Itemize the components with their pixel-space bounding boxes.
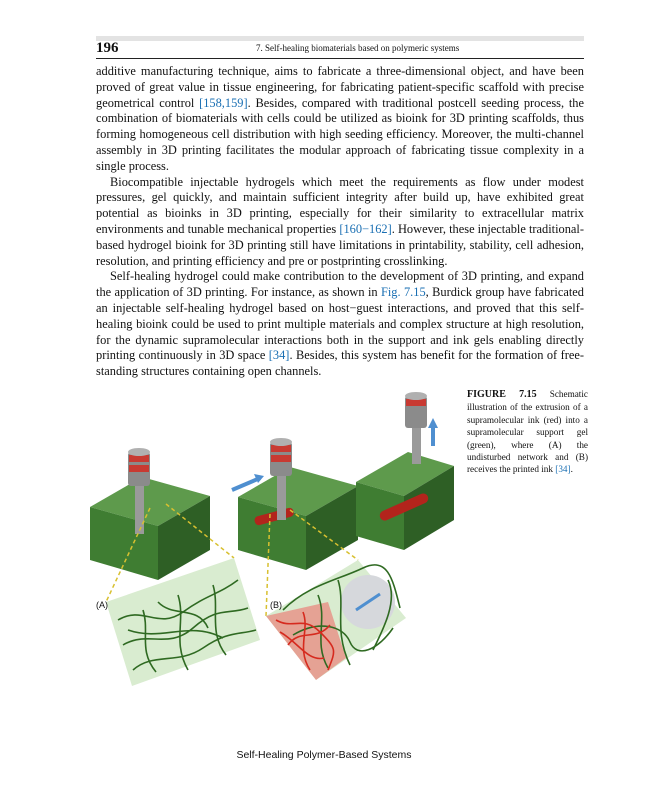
body-text xyxy=(96,64,584,380)
gel-block-3 xyxy=(356,452,454,550)
caption-ref-link[interactable]: [34] xyxy=(555,464,571,475)
panel-b-network xyxy=(266,560,406,680)
paragraph-text: . Besides, compared with traditional postcell seeding process, the combination of biomaterials with cells could be utilized as bioink for 3D printing scaffolds, thus forming homogeneous cell distribution with high seeding efficiency. Moreover, the multi-channel assembly in 3D printing facilitates the modular approach of fabricating tissue complexity in a single process. xyxy=(96,95,584,173)
gel-block-1 xyxy=(90,477,210,580)
figure-caption xyxy=(467,388,588,476)
header-rule xyxy=(96,58,584,59)
reference-link[interactable]: [160−162] xyxy=(339,221,392,236)
figure-label: FIGURE 7.15 xyxy=(467,389,537,400)
caption-end: . xyxy=(570,464,573,475)
paragraph-text: additive manufacturing technique, aims to fabricate a three-dimensional object, and have been proved of great value in tissue engineering, for fabricating patient-specific scaffold with precise geometrical control xyxy=(96,64,584,110)
motion-arrow-up xyxy=(428,418,438,446)
paragraph xyxy=(96,175,584,270)
page-header xyxy=(96,36,584,56)
paragraph-text: Biocompatible injectable hydrogels which meet the requirements as flow under modest pressures, gel quickly, and maintain sufficient integrity after build up, have exhibited great potential as bioinks in 3D printing, especially for their similarity to extracellular matrix environments and tunable mechanical properties xyxy=(96,174,584,236)
reference-link[interactable]: [34] xyxy=(268,348,290,363)
paragraph-text: . However, these injectable traditional-based hydrogel bioink for 3D printing still have limitations in printability, stability, cell adhesion, resolution, and printing efficiency and pre or postprinting crosslinking. xyxy=(96,221,584,268)
reference-link[interactable]: [158,159] xyxy=(199,95,248,110)
page-number: 196 xyxy=(96,40,119,56)
paragraph xyxy=(96,269,584,380)
reference-link[interactable]: Fig. 7.15 xyxy=(380,285,426,300)
caption-text: Schematic illustration of the extrusion of a supramolecular ink (red) into a supramolecular support gel (green), where (A) the undisturbed network and (B) receives the printed ink xyxy=(467,389,588,475)
panel-a-label: (A) xyxy=(96,600,108,610)
page-footer: Self-Healing Polymer-Based Systems xyxy=(236,749,412,761)
running-title: 7. Self-healing biomaterials based on polymeric systems xyxy=(256,43,460,53)
panel-a-network xyxy=(106,558,260,686)
paragraph-text: Self-healing hydrogel could make contribution to the development of 3D printing, and expand the application of 3D printing. For instance, as shown in xyxy=(96,269,584,300)
header-shade-bar xyxy=(96,36,584,41)
panel-b-label: (B) xyxy=(270,600,282,610)
gel-block-2 xyxy=(238,467,358,570)
paragraph-text: , Burdick group have fabricated an injectable self-healing hydrogel based on host−guest interactions, and proved that this self-healing bioink could be used to print multiple materials and complex structure at high resolution, for the dynamic supramolecular interactions both in the support and ink gels enabling directly printing continuously in 3D space xyxy=(96,285,584,363)
paragraph-text: . Besides, this system has benefit for the formation of free-standing structures containing open channels. xyxy=(96,348,584,379)
paragraph xyxy=(96,64,584,175)
figure-7-15 xyxy=(88,380,458,690)
